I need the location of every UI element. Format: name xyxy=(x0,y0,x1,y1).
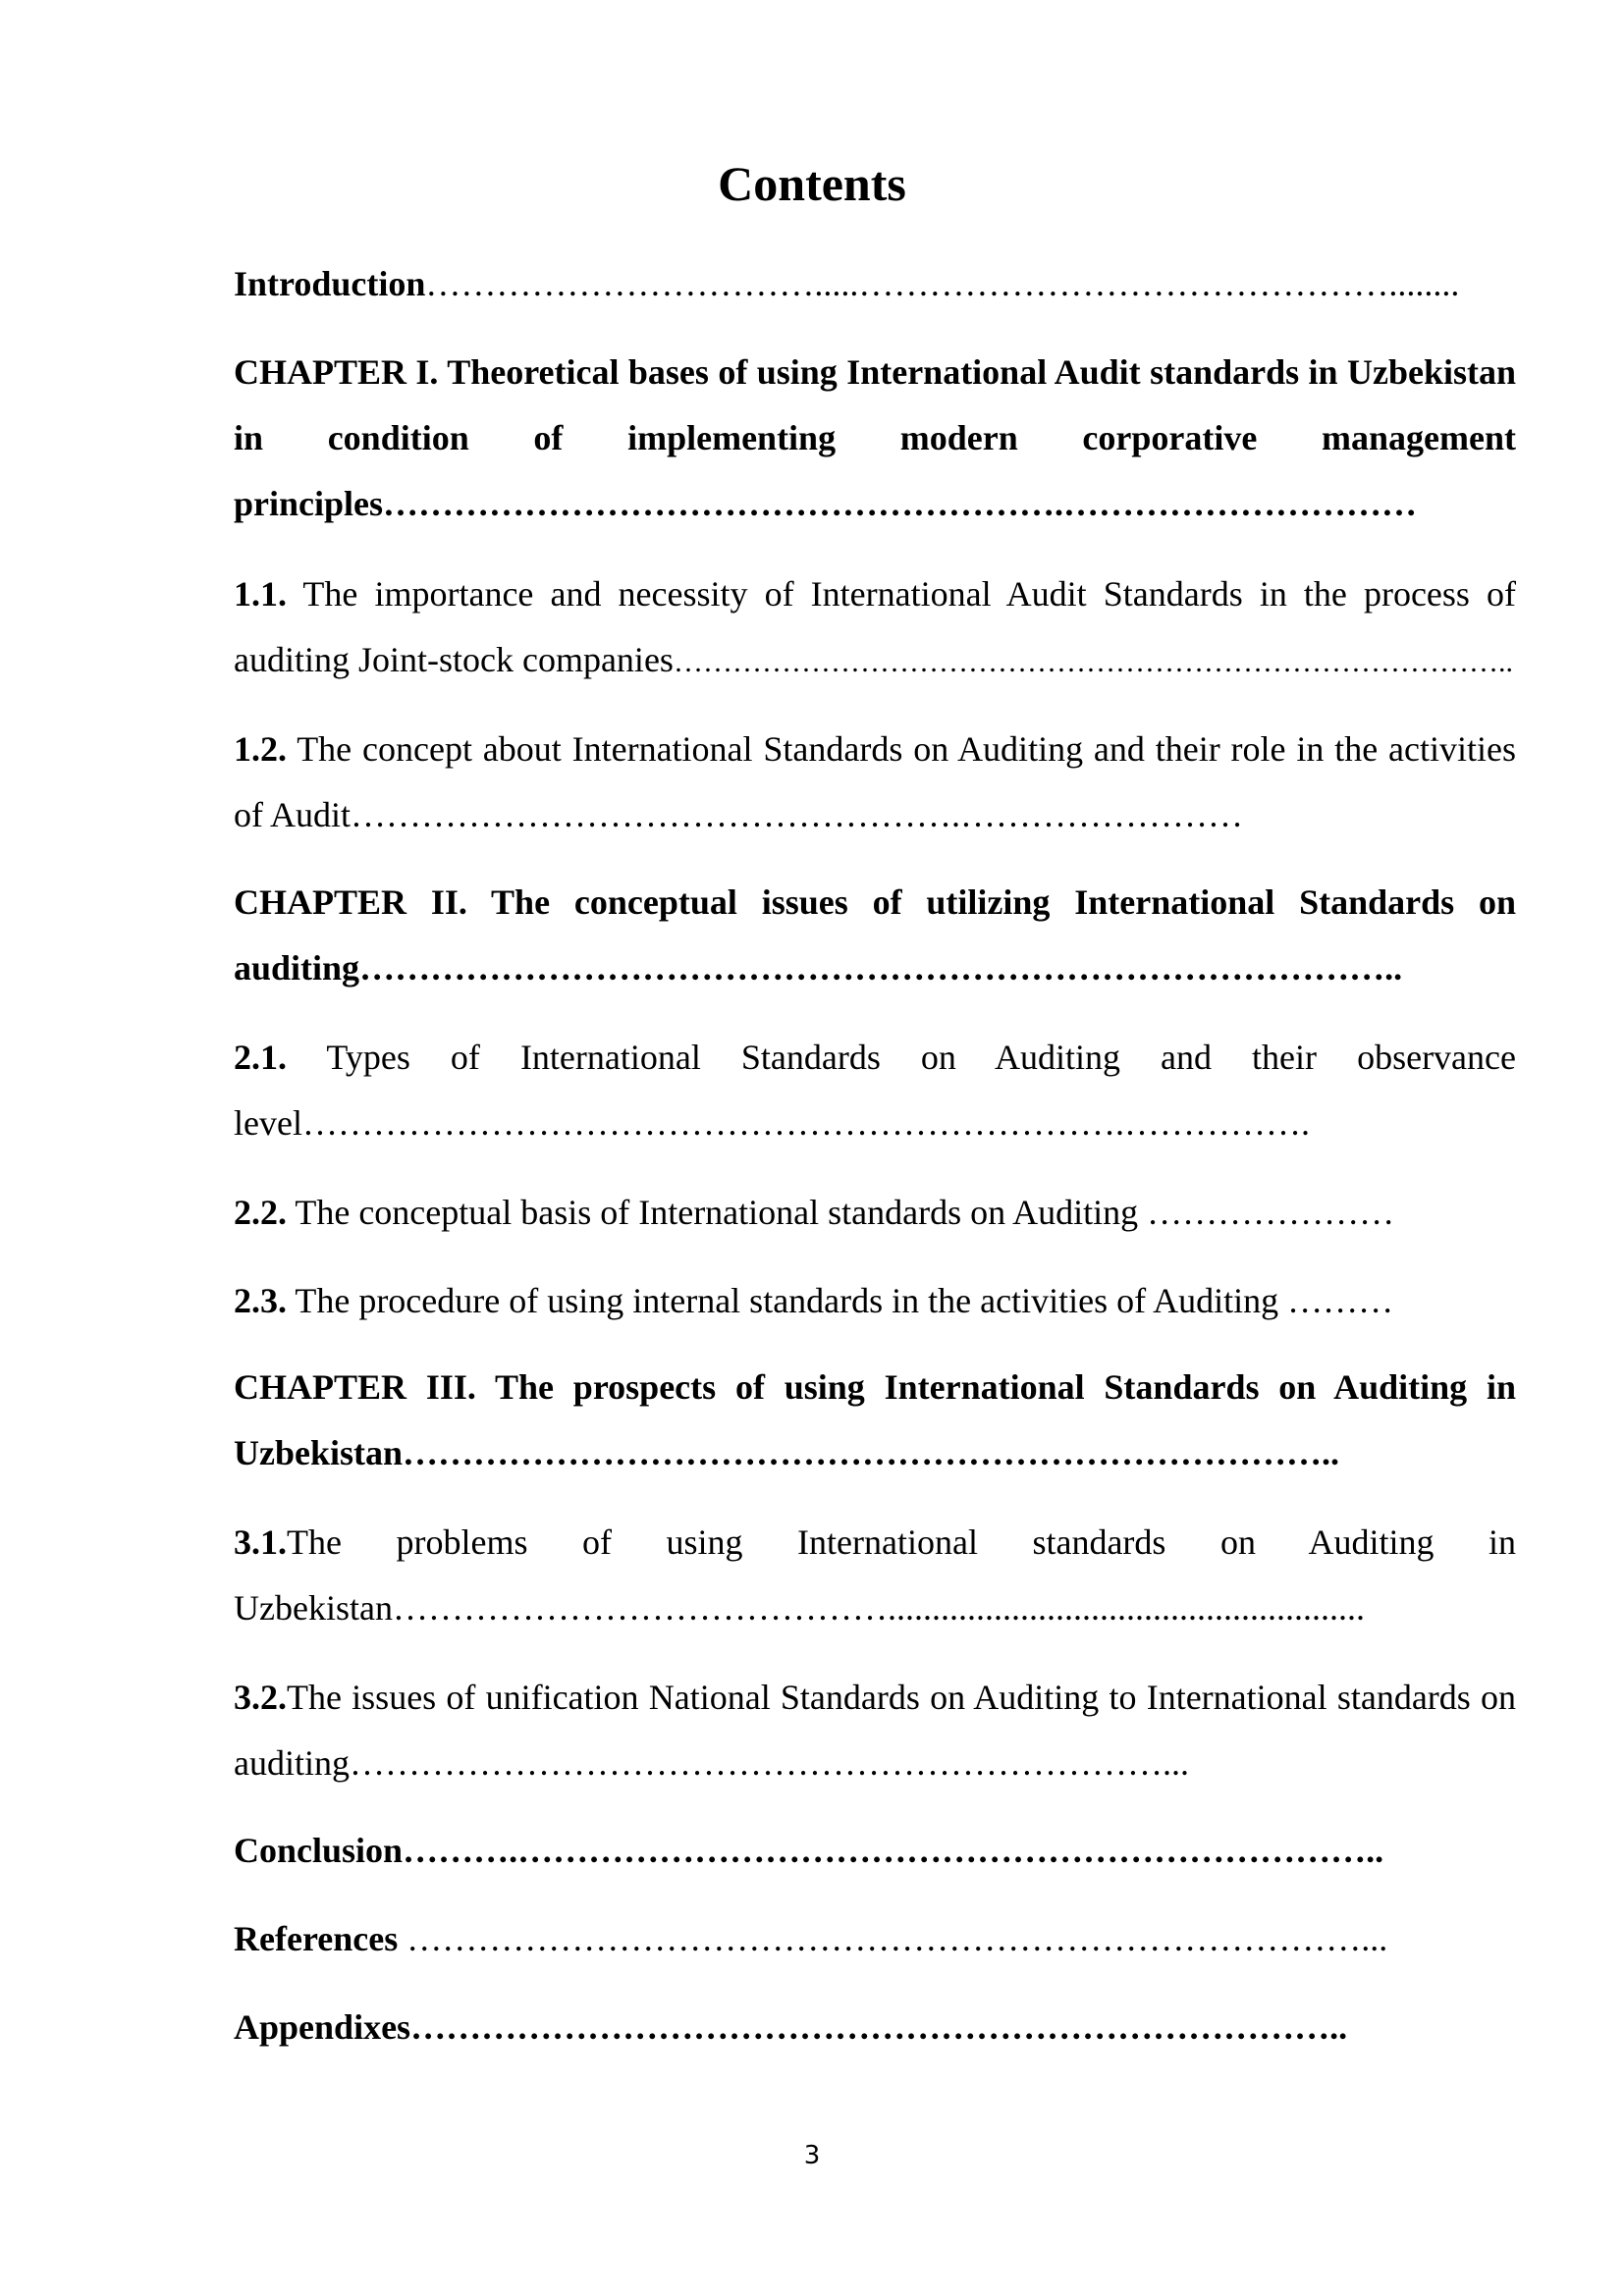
toc-entry-references xyxy=(234,1906,1516,1972)
toc-entry-number: 2.2. xyxy=(234,1193,287,1232)
toc-entry-introduction xyxy=(234,251,1516,317)
toc-entry-title: References xyxy=(234,1919,407,1958)
toc-entry-2-1 xyxy=(234,1025,1516,1156)
toc-leader: …………………………………………………………………………….. xyxy=(359,948,1403,988)
toc-entry-title: The concept about International Standards on Auditing and their role in the activities of Audit xyxy=(234,729,1516,834)
toc-leader: ………………… xyxy=(1147,1193,1395,1232)
toc-entry-number: 2.1. xyxy=(234,1038,287,1077)
toc-leader: …………………………………………………………………….. xyxy=(410,2007,1348,2047)
toc-entry-title: The issues of unification National Standards on Auditing to International standards on auditing xyxy=(234,1678,1516,1783)
toc-entry-title: Conclusion xyxy=(234,1831,404,1870)
toc-entry-title: Appendixes xyxy=(234,2007,411,2047)
toc-entry-2-2 xyxy=(234,1180,1516,1246)
toc-leader: …………………………….....………………………………………........ xyxy=(425,264,1460,303)
toc-entry-title: Types of International Standards on Auditing and their observance level xyxy=(234,1038,1516,1143)
toc-entry-conclusion xyxy=(234,1818,1516,1884)
toc-entry-title: CHAPTER III. The prospects of using International Standards on Auditing in Uzbekistan xyxy=(234,1367,1516,1472)
toc-entry-2-3 xyxy=(234,1268,1516,1334)
toc-entry-1-2 xyxy=(234,717,1516,848)
toc-entry-title: CHAPTER I. Theoretical bases of using International Audit standards in Uzbekistan in condition of implementing modern corporative management principles xyxy=(234,352,1516,523)
toc-entry-title: The procedure of using internal standards in the activities of Auditing xyxy=(287,1281,1288,1320)
toc-entry-number: 1.1. xyxy=(234,574,287,614)
toc-entry-3-2 xyxy=(234,1665,1516,1796)
toc-leader: …………………………………………………………………….. xyxy=(403,1433,1340,1472)
toc-leader: ………………………………………………………………………….. xyxy=(673,646,1513,678)
toc-entry-3-1 xyxy=(234,1510,1516,1641)
toc-leader: ………………………………………………….………………………… xyxy=(383,484,1418,523)
toc-entry-number: 1.2. xyxy=(234,729,287,769)
toc-entry-chapter-1 xyxy=(234,340,1516,537)
toc-entry-number: 3.1. xyxy=(234,1522,287,1562)
toc-entry-number: 2.3. xyxy=(234,1281,287,1320)
toc-entry-title: The conceptual basis of International standards on Auditing xyxy=(287,1193,1148,1232)
toc-leader: …………………………………………………………….……………. xyxy=(301,1103,1310,1143)
toc-leader: ……….……………………………………………………………….. xyxy=(403,1831,1384,1870)
toc-entry-title: CHAPTER II. The conceptual issues of utilizing International Standards on auditing xyxy=(234,882,1516,988)
toc-entry-chapter-2 xyxy=(234,870,1516,1001)
page-number: 3 xyxy=(803,2141,821,2170)
toc-leader: ………………………………………………………………………... xyxy=(406,1919,1388,1958)
toc-leader: ……………………………………...................................................... xyxy=(392,1588,1365,1628)
toc-entry-appendixes xyxy=(234,1995,1516,2060)
toc-entry-1-1 xyxy=(234,561,1516,695)
toc-entry-number: 3.2. xyxy=(234,1678,287,1717)
toc-leader: ……… xyxy=(1287,1281,1394,1320)
page-title: Contents xyxy=(718,156,906,211)
toc-leader: ……………………………………………………………... xyxy=(349,1743,1189,1783)
toc-entry-chapter-3 xyxy=(234,1355,1516,1486)
toc-entry-title: Introduction xyxy=(234,264,426,303)
toc-entry-title: The importance and necessity of International Audit Standards in the process of auditing Joint-stock companies xyxy=(234,574,1516,679)
toc-leader: …………………………………………….…………………… xyxy=(351,795,1244,834)
toc-entry-title: The problems of using International standards on Auditing in Uzbekistan xyxy=(234,1522,1516,1628)
